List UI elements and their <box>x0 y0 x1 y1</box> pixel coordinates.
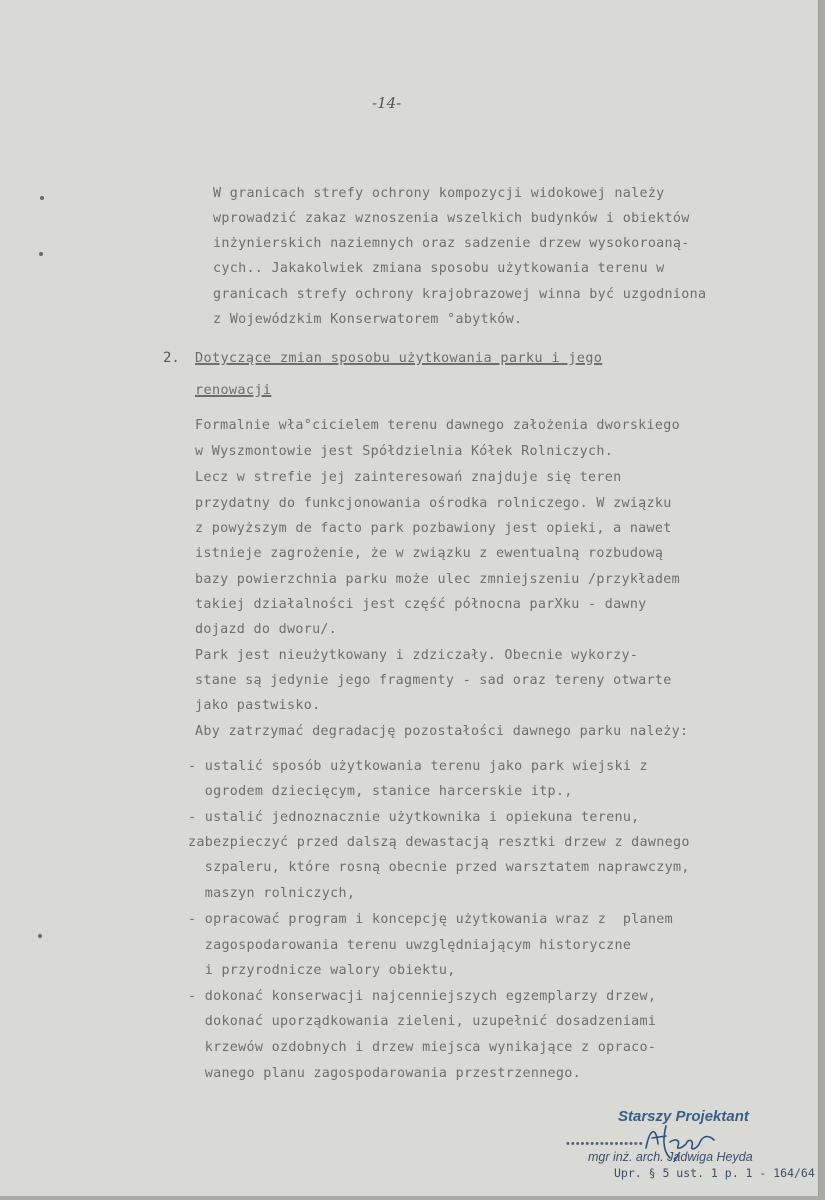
text-line: takiej działalności jest część północna parXku - dawny <box>195 597 647 612</box>
text-line: granicach strefy ochrony krajobrazowej winna być uzgodniona <box>213 287 707 302</box>
text-line: cych.. Jakakolwiek zmiana sposobu użytkowania terenu w <box>213 261 665 276</box>
handwritten-signature <box>640 1118 720 1162</box>
text-line: dojazd do dworu/. <box>195 622 338 637</box>
text-line: Formalnie wła°cicielem terenu dawnego założenia dworskiego <box>195 418 680 433</box>
list-item: ogrodem dziecięcym, stanice harcerskie itp., <box>188 784 573 799</box>
text-line: istnieje zagrożenie, że w związku z ewentualną rozbudową <box>195 546 664 561</box>
text-line: jako pastwisko. <box>195 698 321 713</box>
list-item: - opracować program i koncepcję użytkowania wraz z planem <box>188 912 673 927</box>
list-item: - ustalić sposób użytkowania terenu jako park wiejski z <box>188 759 648 774</box>
list-item: wanego planu zagospodarowania przestrzennego. <box>188 1066 582 1081</box>
stamp-name: mgr inż. arch. Jadwiga Heyda <box>588 1150 753 1164</box>
stamp-title: Starszy Projektant <box>618 1108 749 1125</box>
text-line: z Wojewódzkim Konserwatorem °abytków. <box>213 312 523 327</box>
text-line: w Wyszmontowie jest Spółdzielnia Kółek Rolniczych. <box>195 444 614 459</box>
stamp-dots: •••••••••••••••• <box>566 1138 644 1150</box>
list-item: i przyrodnicze walory obiektu, <box>188 963 456 978</box>
section-number: 2. <box>163 350 180 366</box>
punch-hole-mark <box>38 934 42 938</box>
text-line: bazy powierzchnia parku może ulec zmniejszeniu /przykładem <box>195 572 680 587</box>
text-line: Aby zatrzymać degradację pozostałości dawnego parku należy: <box>195 724 689 739</box>
list-item: zagospodarowania terenu uwzględniającym historyczne <box>188 938 632 953</box>
text-line: Lecz w strefie jej zainteresowań znajduje się teren <box>195 470 622 485</box>
text-line: stane są jedynie jego fragmenty - sad oraz tereny otwarte <box>195 673 672 688</box>
punch-hole-mark <box>39 252 43 256</box>
stamp-authorization: Upr. § 5 ust. 1 p. 1 - 164/64 <box>614 1166 815 1180</box>
punch-hole-mark <box>40 196 44 200</box>
list-item: - ustalić jednoznacznie użytkownika i opiekuna terenu, <box>188 810 640 825</box>
text-line: wprowadzić zakaz wznoszenia wszelkich budynków i obiektów <box>213 211 690 226</box>
section-heading-line: renowacji <box>195 382 272 398</box>
list-item: - dokonać konserwacji najcenniejszych egzemplarzy drzew, <box>188 989 657 1004</box>
text-line: inżynierskich naziemnych oraz sadzenie drzew wysokoroaną- <box>213 236 690 251</box>
text-line: W granicach strefy ochrony kompozycji widokowej należy <box>213 186 665 201</box>
list-item: maszyn rolniczych, <box>188 886 356 901</box>
text-line: z powyższym de facto park pozbawiony jest opieki, a nawet <box>195 521 672 536</box>
list-item: dokonać uporządkowania zieleni, uzupełnić dosadzeniami <box>188 1014 657 1029</box>
list-item: zabezpieczyć przed dalszą dewastacją resztki drzew z dawnego <box>188 835 690 850</box>
section-heading-line: Dotyczące zmian sposobu użytkowania parku i jego <box>195 350 603 366</box>
text-line: Park jest nieużytkowany i zdziczały. Obecnie wykorzy- <box>195 648 639 663</box>
page-number: -14- <box>372 94 402 112</box>
text-line: przydatny do funkcjonowania ośrodka rolniczego. W związku <box>195 496 672 511</box>
list-item: krzewów ozdobnych i drzew miejsca wynikające z opraco- <box>188 1040 657 1055</box>
list-item: szpaleru, które rosną obecnie przed warsztatem naprawczym, <box>188 860 690 875</box>
